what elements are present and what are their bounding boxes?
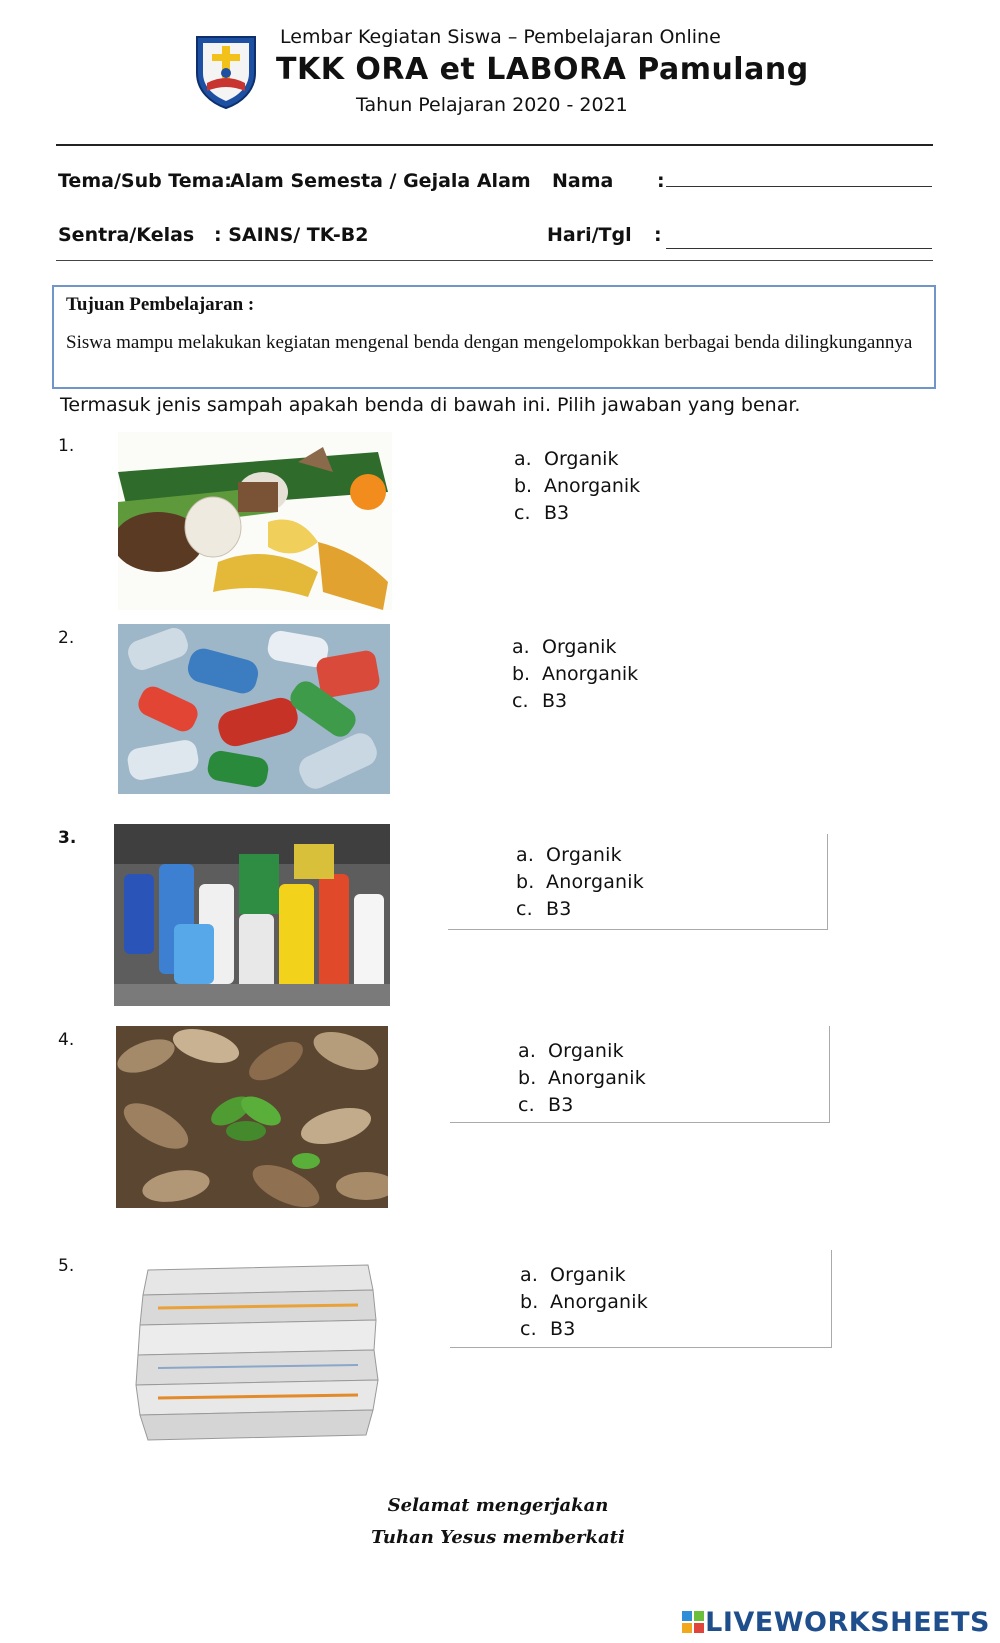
question-3-options [516,842,644,923]
tema-label: Tema/Sub Tema: [58,170,232,192]
option-c[interactable]: c. B3 [516,898,572,920]
option-b[interactable]: b. Anorganik [518,1067,646,1089]
instruction-text: Termasuk jenis sampah apakah benda di bawah ini. Pilih jawaban yang benar. [60,394,801,416]
school-crest-logo [193,33,259,109]
option-a[interactable]: a. Organik [514,448,619,470]
option-b[interactable]: b. Anorganik [516,871,644,893]
option-b[interactable]: b. Anorganik [514,475,641,497]
sentra-label: Sentra/Kelas [58,224,195,246]
question-1-options [514,446,640,527]
newspaper-stack-image [128,1250,386,1446]
liveworksheets-wordmark: LIVEWORKSHEETS [705,1606,990,1638]
option-c[interactable]: c. B3 [514,502,570,524]
question-4-number: 4. [58,1030,75,1050]
question-5-number: 5. [58,1256,75,1276]
closing-line-1: Selamat mengerjakan [387,1495,609,1516]
option-a[interactable]: a. Organik [516,844,622,866]
question-4-options [518,1038,646,1119]
option-a[interactable]: a. Organik [518,1040,624,1062]
school-name: TKK ORA et LABORA Pamulang [276,52,809,87]
hari-tgl-field[interactable] [666,248,932,249]
organic-food-waste-image [118,432,392,610]
liveworksheets-logo [681,1607,990,1637]
sentra-value: : SAINS/ TK-B2 [214,224,369,246]
question-1-number: 1. [58,436,75,456]
header-subtitle: Lembar Kegiatan Siswa – Pembelajaran Online [280,26,721,48]
question-2-options [512,634,638,715]
closing-line-2: Tuhan Yesus memberkati [371,1527,625,1548]
tujuan-text: Siswa mampu melakukan kegiatan mengenal benda dengan mengelompokkan berbagai benda dilingkungannya [66,332,913,353]
option-c[interactable]: c. B3 [518,1094,574,1116]
school-year: Tahun Pelajaran 2020 - 2021 [356,94,628,116]
nama-colon: : [657,170,665,192]
hari-colon: : [654,224,662,246]
option-a[interactable]: a. Organik [512,636,617,658]
question-5-options [520,1262,648,1343]
option-b[interactable]: b. Anorganik [512,663,639,685]
option-b[interactable]: b. Anorganik [520,1291,648,1313]
question-2-number: 2. [58,628,75,648]
header-divider [56,144,933,146]
option-c[interactable]: c. B3 [512,690,568,712]
tujuan-title: Tujuan Pembelajaran : [66,294,255,315]
hari-label: Hari/Tgl [547,224,632,246]
liveworksheets-grid-icon [681,1610,705,1634]
plastic-bottles-image [118,624,390,794]
nama-label: Nama [552,170,614,192]
tema-value: Alam Semesta / Gejala Alam [230,170,531,192]
nama-field[interactable] [666,186,932,187]
meta-divider [56,260,933,261]
question-3-number: 3. [58,828,77,848]
option-a[interactable]: a. Organik [520,1264,626,1286]
dry-leaves-image [116,1026,388,1208]
cleaning-chemicals-image [114,824,390,1006]
option-c[interactable]: c. B3 [520,1318,576,1340]
